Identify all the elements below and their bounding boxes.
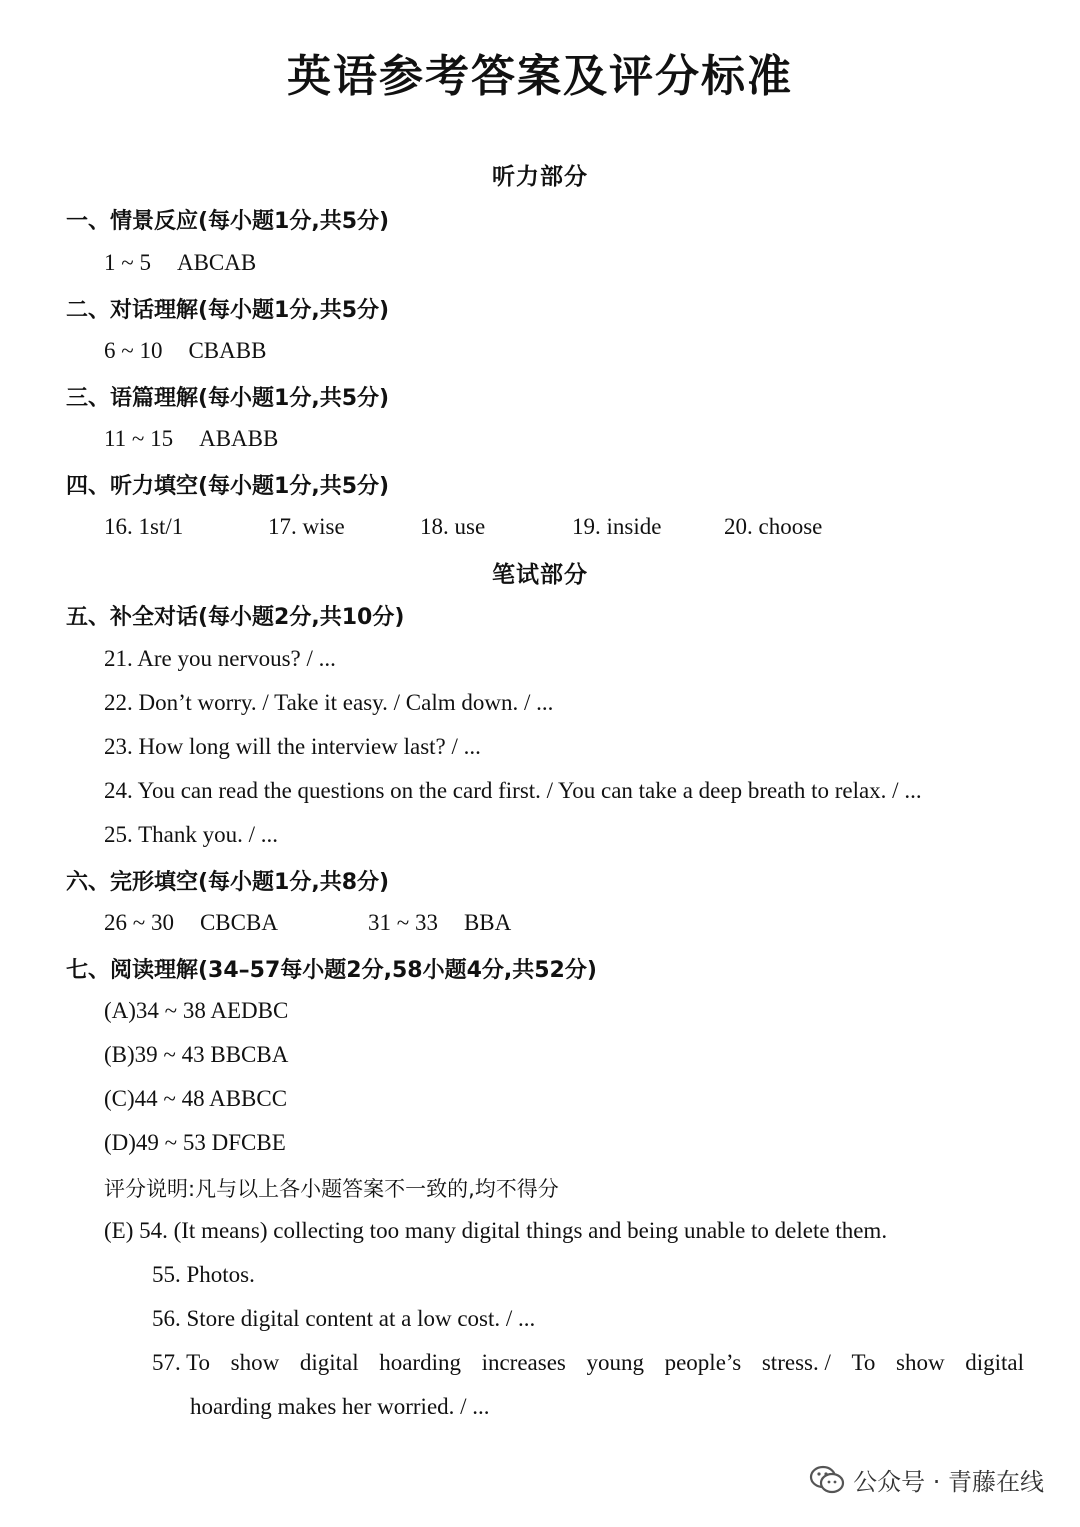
s6-range-1: 26 ~ 30 xyxy=(104,910,174,935)
writing-heading: 笔试部分 xyxy=(492,562,588,588)
page-title: 英语参考答案及评分标准 xyxy=(287,51,793,102)
s7-item-e-54: (E) 54. (It means) collecting too many digital things and being unable to delete them. xyxy=(104,1218,888,1243)
q57-word: digital xyxy=(965,1350,1024,1375)
section-1-title: 一、情景反应(每小题1分,共5分) xyxy=(66,209,390,234)
q57-word: increases xyxy=(481,1350,566,1375)
grading-note: 评分说明:凡与以上各小题答案不一致的,均不得分 xyxy=(104,1177,559,1201)
s1-answer-letters: ABCAB xyxy=(176,250,257,275)
q57-word: hoarding xyxy=(379,1350,461,1375)
section-2-answers xyxy=(104,338,266,364)
section-6-title: 六、完形填空(每小题1分,共8分) xyxy=(66,870,390,895)
s4-item-19: 19. inside xyxy=(572,514,662,539)
s5-item-23: 23. How long will the interview last? / ... xyxy=(104,734,481,759)
s1-range: 1 ~ 5 xyxy=(104,250,151,275)
s2-range: 6 ~ 10 xyxy=(104,338,163,363)
s7-item-a: (A)34 ~ 38 AEDBC xyxy=(104,998,289,1023)
section-3-title: 三、语篇理解(每小题1分,共5分) xyxy=(66,386,390,411)
s3-range: 11 ~ 15 xyxy=(104,426,174,451)
s7-item-55: 55. Photos. xyxy=(152,1262,255,1287)
footer-text: 公众号 · 青藤在线 xyxy=(853,1468,1044,1496)
q57-word: stress. / xyxy=(761,1350,831,1375)
s6-range-2: 31 ~ 33 xyxy=(368,910,438,935)
section-5-title: 五、补全对话(每小题2分,共10分) xyxy=(66,605,405,630)
section-6-answers-b xyxy=(368,910,511,936)
s6-answer-letters-1: CBCBA xyxy=(199,910,278,935)
section-4-title: 四、听力填空(每小题1分,共5分) xyxy=(66,474,390,499)
s7-item-57-line-1 xyxy=(152,1350,1024,1376)
s4-item-18: 18. use xyxy=(420,514,486,539)
s6-answer-letters-2: BBA xyxy=(463,910,512,935)
s5-item-21: 21. Are you nervous? / ... xyxy=(104,646,336,671)
q57-word: To xyxy=(851,1350,876,1375)
s7-item-57-line-2: hoarding makes her worried. / ... xyxy=(190,1394,490,1419)
s7-item-56: 56. Store digital content at a low cost. / ... xyxy=(152,1306,536,1331)
q57-word: digital xyxy=(299,1350,359,1375)
s7-item-b: (B)39 ~ 43 BBCBA xyxy=(104,1042,289,1067)
s2-answer-letters: CBABB xyxy=(188,338,267,363)
section-3-answers xyxy=(104,426,278,452)
s5-item-24: 24. You can read the questions on the card first. / You can take a deep breath to relax. / ... xyxy=(104,778,922,803)
s4-item-20: 20. choose xyxy=(724,514,823,539)
q57-word: 57. To xyxy=(152,1350,211,1375)
wechat-icon xyxy=(809,1465,845,1495)
listening-heading: 听力部分 xyxy=(492,164,588,190)
footer-watermark xyxy=(809,1462,1044,1497)
q57-word: people’s xyxy=(664,1350,742,1375)
section-6-answers xyxy=(104,910,278,936)
section-7-title: 七、阅读理解(34–57每小题2分,58小题4分,共52分) xyxy=(66,958,597,983)
q57-word: show xyxy=(896,1350,945,1375)
s7-item-d: (D)49 ~ 53 DFCBE xyxy=(104,1130,286,1155)
s3-answer-letters: ABABB xyxy=(199,426,279,451)
s7-item-c: (C)44 ~ 48 ABBCC xyxy=(104,1086,288,1111)
s5-item-22: 22. Don’t worry. / Take it easy. / Calm down. / ... xyxy=(104,690,554,715)
s5-item-25: 25. Thank you. / ... xyxy=(104,822,278,847)
section-2-title: 二、对话理解(每小题1分,共5分) xyxy=(66,298,390,323)
q57-word: show xyxy=(230,1350,280,1375)
q57-word: young xyxy=(586,1350,644,1375)
s4-item-17: 17. wise xyxy=(268,514,345,539)
section-1-answers xyxy=(104,250,256,276)
s4-item-16: 16. 1st/1 xyxy=(104,514,184,539)
